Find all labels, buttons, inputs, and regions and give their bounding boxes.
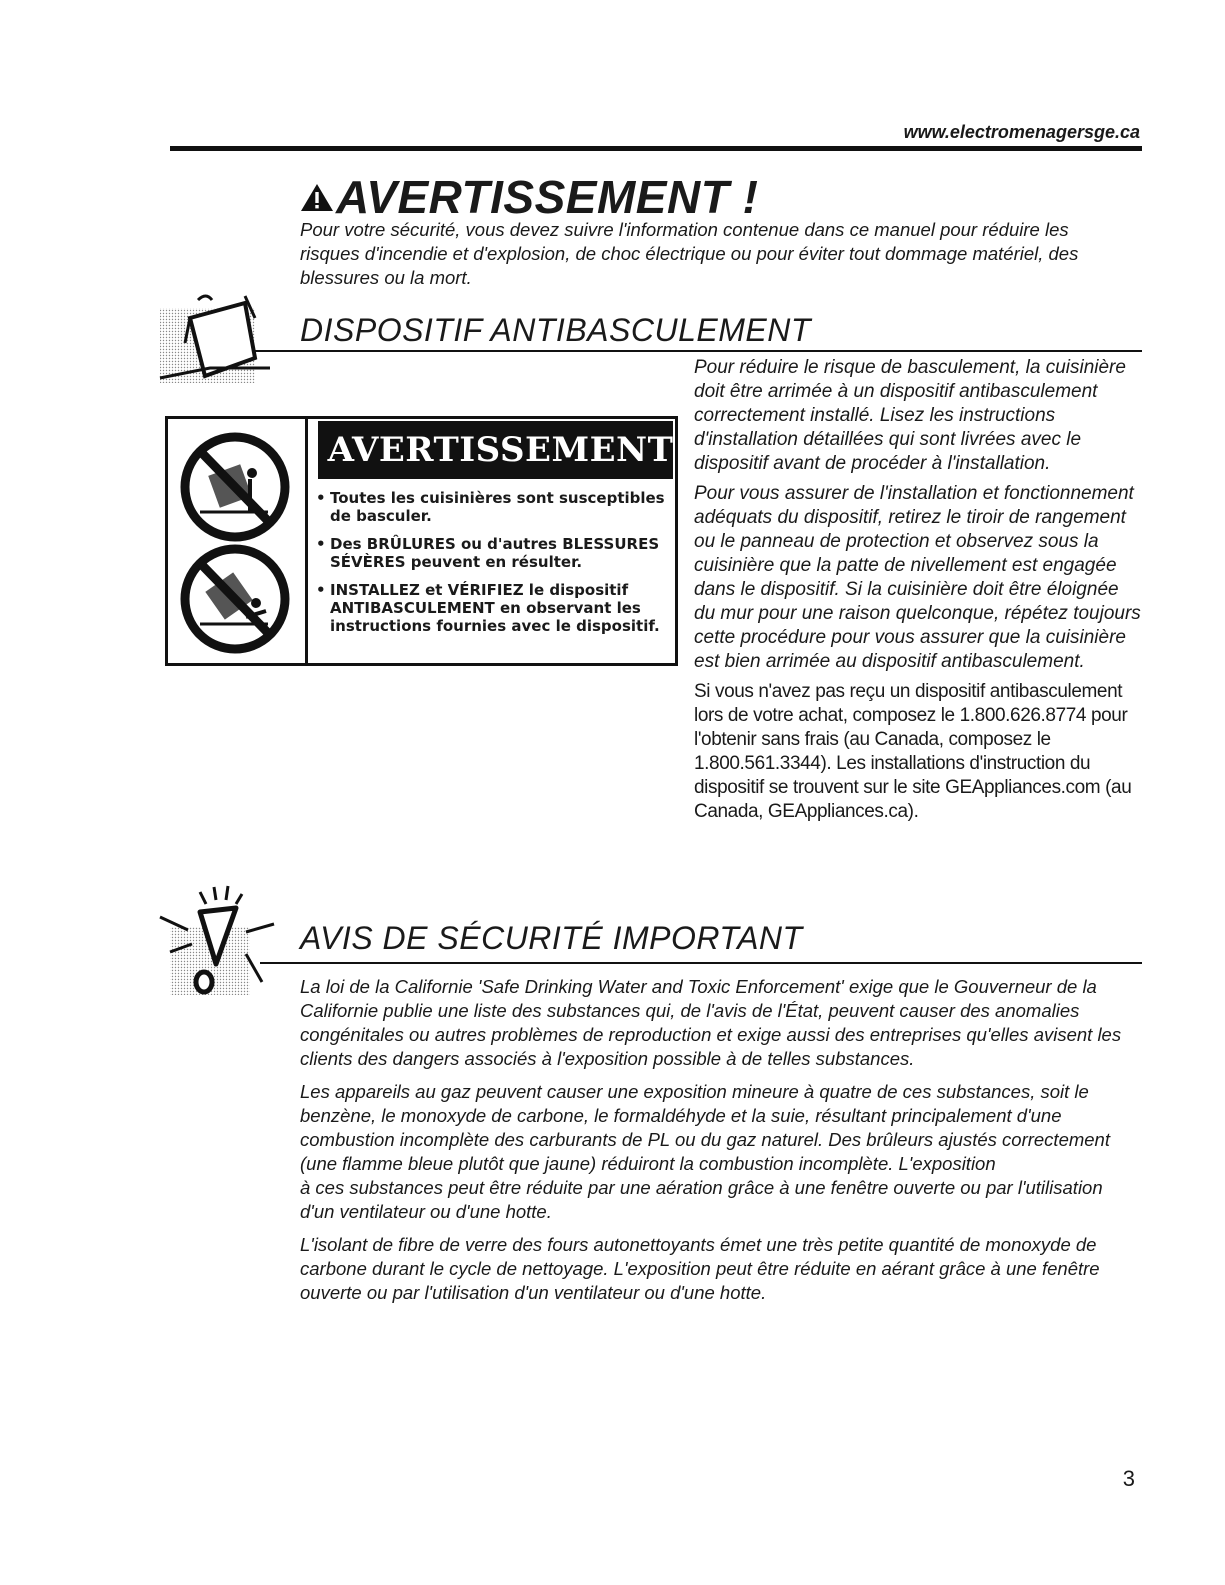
warning-heading [300, 170, 758, 224]
tipping-range-icon [150, 288, 275, 393]
warning-list [316, 489, 666, 645]
warning-title: AVERTISSEMENT ! [336, 171, 759, 223]
safety-title: AVIS DE SÉCURITÉ IMPORTANT [300, 920, 803, 956]
warning-box [165, 416, 678, 666]
warning-banner-label: AVERTISSEMENT [327, 430, 674, 470]
antitip-rule [255, 350, 1142, 352]
safety-text [300, 975, 1130, 1314]
antitip-text [694, 356, 1144, 830]
safety-rule [260, 962, 1142, 964]
exclamation-icon [150, 882, 280, 1002]
warning-item: • Des BRÛLURES ou d'autres BLESSURES SÉVÈRES peuvent en résulter. [316, 535, 666, 571]
warning-text: Pour votre sécurité, vous devez suivre l'information contenue dans ce manuel pour réduire les risques d'incendie et d'explosion, de choc électrique ou pour éviter tout dommage matériel, des blessures ou la mort. [300, 219, 1079, 288]
antitip-paragraph-3: Si vous n'avez pas reçu un dispositif antibasculement lors de votre achat, composez le 1.800.626.8774 pour l'obtenir sans frais (au Canada, composez le 1.800.561.3344). Les installations d'instruction du dispositif se trouvent sur le site GEAppliances.com (au Canada, GEAppliances.ca). [694, 681, 1132, 822]
header-rule [170, 146, 1142, 151]
safety-paragraph-3: L'isolant de fibre de verre des fours autonettoyants émet une très petite quantité de monoxyde de carbone durant le cycle de nettoyage. L'exposition peut être réduite en aérant grâce à une fenêtre ouverte ou par l'utilisation d'un ventilateur ou d'une hotte. [300, 1234, 1100, 1303]
warning-triangle-icon [300, 182, 334, 212]
antitip-paragraph-2: Pour vous assurer de l'installation et fonctionnement adéquats du dispositif, retirez le tiroir de rangement ou le panneau de protection et observez sous la cuisinière que la patte de nivellement est engagée dans le dispositif. Si la cuisinière doit être éloignée du mur pour une raison quelconque, répétez toujours cette procédure pour vous assurer que la cuisinière est bien arrimée au dispositif antibasculement. [694, 483, 1141, 672]
no-tipping-icon-1 [185, 437, 285, 537]
warning-pictograms [168, 419, 308, 663]
antitip-paragraph-1: Pour réduire le risque de basculement, la cuisinière doit être arrimée à un dispositif antibasculement correctement installé. Lisez les instructions d'installation détaillées qui sont livrées avec le dispositif avant de procéder à l'installation. [694, 357, 1126, 474]
warning-item: • Toutes les cuisinières sont susceptibles de basculer. [316, 489, 666, 525]
safety-paragraph-2b: à ces substances peut être réduite par une aération grâce à une fenêtre ouverte ou par l'utilisation d'un ventilateur ou d'une hotte. [300, 1177, 1103, 1222]
antitip-title: DISPOSITIF ANTIBASCULEMENT [300, 312, 811, 348]
warning-banner [318, 421, 673, 479]
no-tipping-icon-2 [185, 549, 285, 649]
page-number: 3 [1122, 1466, 1135, 1491]
safety-paragraph-2a: Les appareils au gaz peuvent causer une exposition mineure à quatre de ces substances, soit le benzène, le monoxyde de carbone, le formaldéhyde et la suie, résultant principalement d'une combustion incomplète des carburants de PL ou du gaz naturel. Des brûleurs ajustés correctement (une flamme bleue plutôt que jaune) réduiront la combustion incomplète. L'exposition [300, 1081, 1110, 1174]
warning-item: • INSTALLEZ et VÉRIFIEZ le dispositif ANTIBASCULEMENT en observant les instructions fournies avec le dispositif. [316, 581, 666, 635]
safety-paragraph-1: La loi de la Californie 'Safe Drinking Water and Toxic Enforcement' exige que le Gouverneur de la Californie publie une liste des substances qui, de l'avis de l'État, peuvent causer des anomalies congénitales ou autres problèmes de reproduction et exige aussi des entreprises qu'elles avisent les clients des dangers associés à l'exposition possible à de telles substances. [300, 976, 1122, 1069]
website-url: www.electromenagersge.ca [903, 122, 1140, 142]
